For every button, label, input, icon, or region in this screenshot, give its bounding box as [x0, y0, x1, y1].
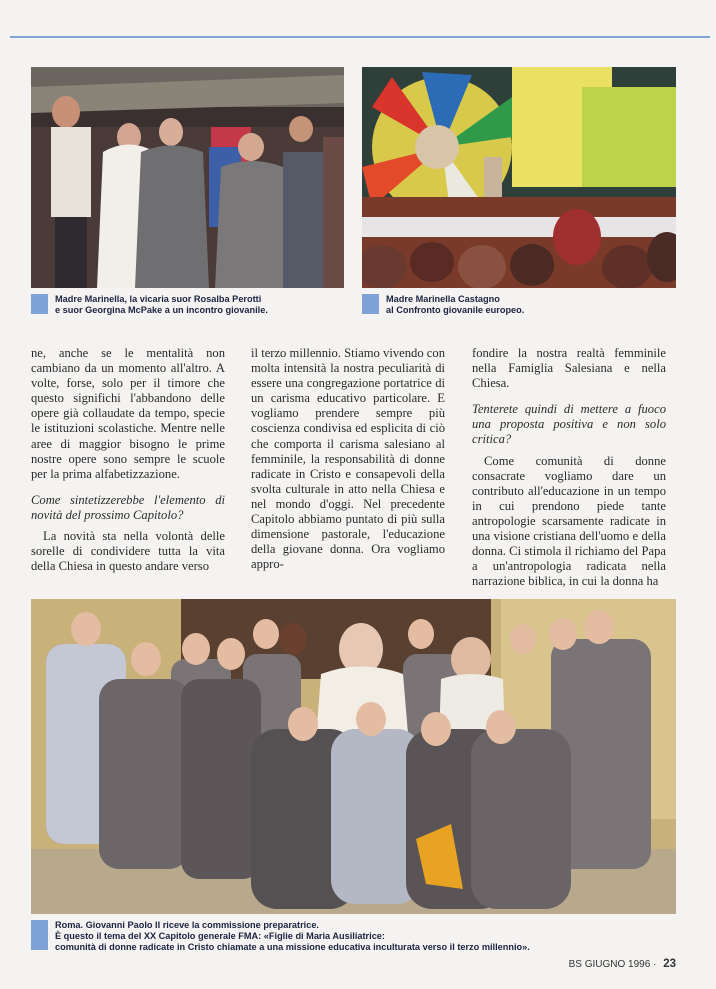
photo-european-youth-forum-image: [362, 67, 676, 288]
caption-line: Madre Marinella Castagno: [386, 294, 500, 304]
paragraph: ne, anche se le mentalità non cambiano da un momento all'altro. A volte, forse, solo per il timore che questo significhi l'abbandono delle opere già collaudate da tempo, specie le istituzioni scolastiche. Mentre nelle aree di maggior bisogno le prime nostre opere sono sempre le scuole per la prima alfabetizzazione.: [31, 346, 225, 481]
caption-top-right: [362, 294, 676, 318]
text-column-3: [472, 346, 666, 589]
caption-marker: [31, 294, 48, 314]
photo-youth-meeting-image: [31, 67, 344, 288]
caption-marker: [31, 920, 48, 950]
photo-youth-meeting: [31, 67, 344, 288]
text-column-1: [31, 346, 225, 574]
caption-line: Madre Marinella, la vicaria suor Rosalba Perotti: [55, 294, 262, 304]
paragraph: Come comunità di donne consacrate vogliamo dare un contributo all'educazione in un tempo in cui prendono piede tante antropologie scarsamente radicate in una visione cristiana dell'uomo e della donna. Ci stimola il richiamo del Papa a un'antropologia radicata nella narrazione biblica, in cui la donna ha: [472, 453, 666, 589]
footer-separator: ·: [653, 959, 657, 970]
photo-pope-commission: [31, 599, 676, 914]
photo-european-youth-forum: [362, 67, 676, 288]
caption-line: È questo il tema del XX Capitolo generale FMA: «Figlie di Maria Ausiliatrice:: [55, 931, 385, 941]
interview-question: Tenterete quindi di mettere a fuoco una proposta positiva e non solo critica?: [472, 402, 666, 447]
caption-line: comunità di donne radicate in Cristo chiamate a una missione educativa inculturata verso il terzo millennio».: [55, 942, 530, 952]
page-number: 23: [663, 958, 676, 970]
caption-line: al Confronto giovanile europeo.: [386, 305, 525, 315]
paragraph: fondire la nostra realtà femminile nella Famiglia Salesiana e nella Chiesa.: [472, 346, 666, 391]
paragraph: La novità sta nella volontà delle sorelle di condividere tutta la vita della Chiesa in questo andare verso: [31, 529, 225, 574]
caption-marker: [362, 294, 379, 314]
paragraph: il terzo millennio. Stiamo vivendo con molta intensità la nostra peculiarità di essere una congregazione portatrice di un carisma educativo particolare. E vogliamo prendere sempre più coscienza condivisa ed esplicita di ciò che comporta il carisma salesiano al femminile, la responsabilità di donne radicate in Cristo e consapevoli della svolta culturale in atto nella Chiesa e nel mondo d'oggi. Nel precedente Capitolo abbiamo puntato di più sulla dimensione pastorale, l'educazione della giovane donna. Ora vogliamo appro-: [251, 346, 445, 572]
caption-line: e suor Georgina McPake a un incontro giovanile.: [55, 305, 268, 315]
page-footer: [569, 958, 676, 970]
photo-pope-commission-image: [31, 599, 676, 914]
text-column-2: [251, 346, 445, 572]
caption-top-left: [31, 294, 344, 318]
interview-question: Come sintetizzerebbe l'elemento di novità del prossimo Capitolo?: [31, 492, 225, 522]
caption-bottom: [31, 920, 676, 956]
caption-line: Roma. Giovanni Paolo II riceve la commissione preparatrice.: [55, 920, 319, 930]
issue-label: BS GIUGNO 1996: [568, 959, 651, 970]
top-rule: [10, 36, 710, 38]
